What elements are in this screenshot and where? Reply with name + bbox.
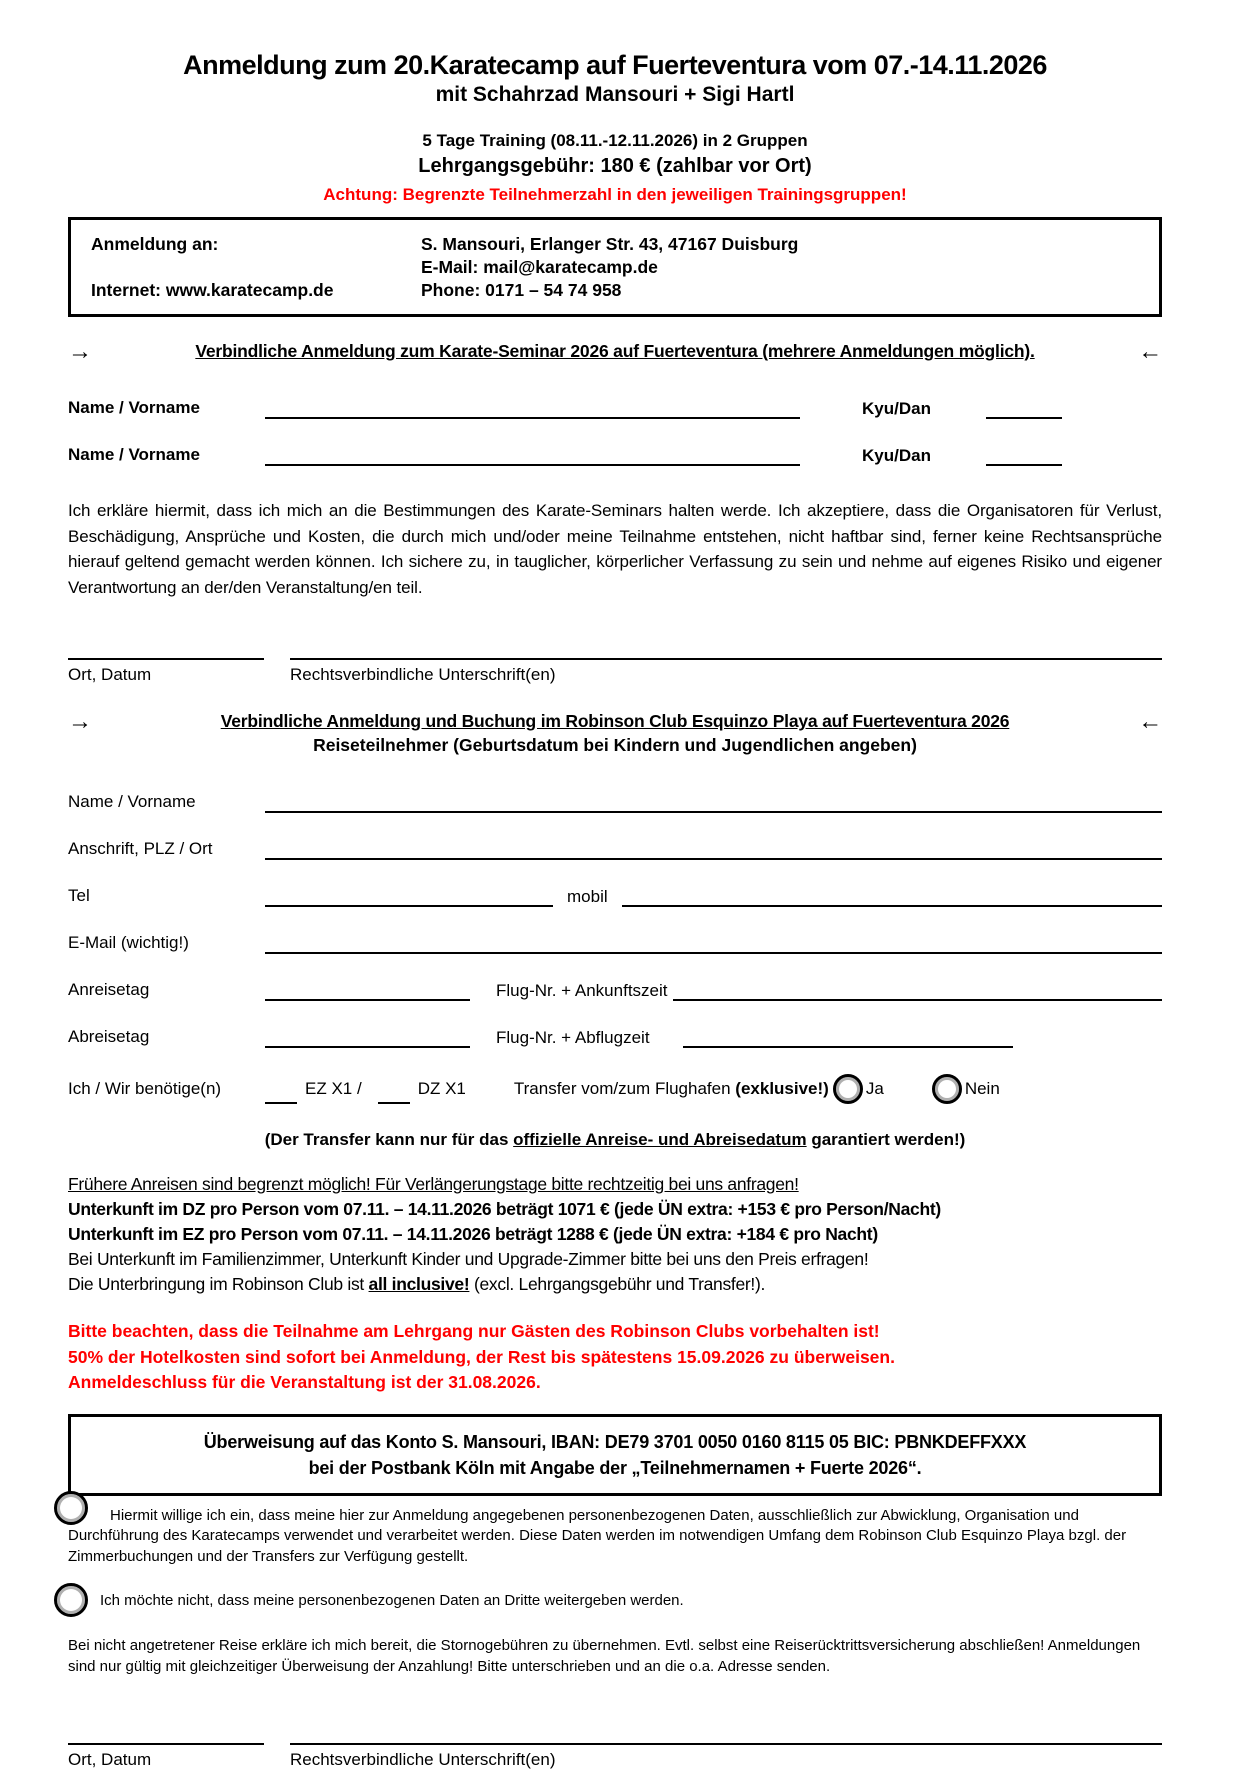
dz-count-line[interactable] [378, 1086, 410, 1104]
kyu-dan-input-line[interactable] [986, 448, 1062, 466]
field-row-name [68, 792, 1162, 813]
field-row-anreisetag [68, 980, 1162, 1001]
anschrift-input-line[interactable] [265, 842, 1162, 860]
tel-label: Tel [68, 886, 90, 905]
contact-email: E-Mail: mail@karatecamp.de [421, 257, 658, 277]
abreisetag-label: Abreisetag [68, 1027, 150, 1046]
info-family-room: Bei Unterkunft im Familienzimmer, Unterkunft Kinder und Upgrade-Zimmer bitte bei uns den Preis erfragen! [68, 1249, 869, 1269]
tel-input-line[interactable] [265, 889, 553, 907]
participant-row-1 [68, 398, 1162, 419]
name-input-line[interactable] [265, 448, 800, 466]
arrow-left-icon: ← [1138, 707, 1162, 735]
name-input-line[interactable] [265, 795, 1162, 813]
unterschrift-field[interactable] [290, 658, 1162, 685]
ja-label: Ja [865, 1079, 884, 1098]
iban-line: Überweisung auf das Konto S. Mansouri, IBAN: DE79 3701 0050 0160 8115 05 BIC: PBNKDEFFXXX [203, 1431, 1027, 1452]
warning-guests-only: Bitte beachten, dass die Teilnahme am Lehrgang nur Gästen des Robinson Clubs vorbehalten ist! [68, 1321, 880, 1341]
info-all-inclusive: Die Unterbringung im Robinson Club ist all inclusive! (excl. Lehrgangsgebühr und Transfer!). [68, 1274, 766, 1294]
name-label: Name / Vorname [68, 398, 200, 417]
info-early-arrival: Frühere Anreisen sind begrenzt möglich! Für Verlängerungstage bitte rechtzeitig bei uns anfragen! [68, 1174, 799, 1194]
consent-optin-text: Hiermit willige ich ein, dass meine hier zur Anmeldung angegebenen personenbezogenen Daten, ausschließlich zur Abwicklung, Organisation und Durchführung des Karatecamps verwendet und verarbeitet werden. Diese Daten werden im notwendigen Umfang dem Robinson Club Esquinzo Playa bzgl. der Zimmerbuchungen und der Transfers zur Verfügung gestellt. [68, 1506, 1127, 1565]
dz-label: DZ X1 [417, 1079, 466, 1098]
fee-info: Lehrgangsgebühr: 180 € (zahlbar vor Ort) [418, 155, 812, 177]
anschrift-label: Anschrift, PLZ / Ort [68, 839, 213, 858]
name-input-line[interactable] [265, 401, 800, 419]
internet-label: Internet: www.karatecamp.de [91, 280, 334, 300]
arrow-left-icon: ← [1138, 337, 1162, 365]
mobil-label: mobil [567, 887, 608, 906]
participant-row-2 [68, 445, 1162, 466]
flug-abflug-label: Flug-Nr. + Abflugzeit [496, 1028, 650, 1047]
radio-consent-optin[interactable] [54, 1491, 88, 1525]
kyu-dan-input-line[interactable] [986, 401, 1062, 419]
warning-deposit: 50% der Hotelkosten sind sofort bei Anmeldung, der Rest bis spätestens 15.09.2026 zu überweisen. [68, 1346, 895, 1367]
signature-block-2 [68, 1743, 1162, 1770]
transfer-label: Transfer vom/zum Flughafen (exklusive!) [513, 1079, 829, 1098]
flug-abflug-input-line[interactable] [683, 1030, 1013, 1048]
all-inclusive-label: all inclusive! [368, 1274, 470, 1294]
attention-note: Achtung: Begrenzte Teilnehmerzahl in den jeweiligen Trainingsgruppen! [323, 185, 907, 204]
mobil-input-line[interactable] [622, 889, 1162, 907]
warning-deadline: Anmeldeschluss für die Veranstaltung ist der 31.08.2026. [68, 1372, 541, 1392]
consent-optout-row [68, 1583, 1162, 1617]
radio-transfer-nein[interactable] [932, 1074, 962, 1104]
signature-block-1 [68, 658, 1162, 685]
radio-consent-optout[interactable] [54, 1583, 88, 1617]
anreisetag-label: Anreisetag [68, 980, 150, 999]
arrow-right-icon: → [68, 707, 92, 735]
bank-transfer-box [68, 1414, 1162, 1496]
benoetige-label: Ich / Wir benötige(n) [68, 1079, 222, 1098]
info-ez-price: Unterkunft im EZ pro Person vom 07.11. – 14.11.2026 beträgt 1288 € (jede ÜN extra: +184 € pro Nacht) [68, 1224, 878, 1244]
transfer-note-underlined: offizielle Anreise- und Abreisedatum [513, 1130, 807, 1149]
field-row-abreisetag [68, 1027, 1162, 1048]
email-input-line[interactable] [265, 936, 1162, 954]
unterschrift-label: Rechtsverbindliche Unterschrift(en) [290, 665, 556, 684]
field-row-tel [68, 886, 1162, 907]
email-label: E-Mail (wichtig!) [68, 933, 189, 952]
info-dz-price: Unterkunft im DZ pro Person vom 07.11. – 14.11.2026 beträgt 1071 € (jede ÜN extra: +153 € pro Person/Nacht) [68, 1199, 941, 1219]
ort-datum-field[interactable] [68, 1743, 264, 1770]
arrow-right-icon: → [68, 337, 92, 365]
heading-seminar-registration [68, 337, 1162, 365]
anmeldung-an-label: Anmeldung an: [91, 234, 219, 254]
kyu-dan-label: Kyu/Dan [862, 399, 931, 418]
contact-address: S. Mansouri, Erlanger Str. 43, 47167 Duisburg [421, 234, 799, 254]
flug-ankunft-label: Flug-Nr. + Ankunftszeit [496, 981, 668, 1000]
storno-note: Bei nicht angetretener Reise erkläre ich mich bereit, die Stornogebühren zu übernehmen. Evtl. selbst eine Reiserücktrittsversicherung abschließen! Anmeldungen sind nur gültig mit gleichzeitiger Überweisung der Anzahlung! Bitte unterschrieben und an die o.a. Adresse senden. [68, 1637, 1141, 1675]
ort-datum-label: Ort, Datum [68, 1750, 152, 1769]
transfer-note: (Der Transfer kann nur für das offizielle Anreise- und Abreisedatum garantiert werden!) [264, 1130, 966, 1149]
heading-club-booking [68, 707, 1162, 735]
field-row-anschrift [68, 839, 1162, 860]
reiseteilnehmer-subheading: Reiseteilnehmer (Geburtsdatum bei Kindern und Jugendlichen angeben) [313, 735, 917, 755]
field-row-zimmer-transfer [68, 1074, 1162, 1104]
nein-label: Nein [964, 1079, 1000, 1098]
ez-count-line[interactable] [265, 1086, 297, 1104]
contact-phone: Phone: 0171 – 54 74 958 [421, 280, 622, 300]
page-title: Anmeldung zum 20.Karatecamp auf Fuerteventura vom 07.-14.11.2026 [183, 50, 1047, 80]
consent-optin-row [68, 1506, 1162, 1568]
name-label: Name / Vorname [68, 792, 196, 811]
unterschrift-field[interactable] [290, 1743, 1162, 1770]
ez-label: EZ X1 / [305, 1079, 362, 1098]
ort-datum-field[interactable] [68, 658, 264, 685]
declaration-text: Ich erkläre hiermit, dass ich mich an die Bestimmungen des Karate-Seminars halten werde. Ich akzeptiere, dass die Organisatoren für Verlust, Beschädigung, Ansprüche und Kosten, die durch mich und/oder meine Teilnahme entstehen, nicht haftbar sind, ferner keine Rechtsansprüche hierauf geltend gemacht werden können. Ich sichere zu, in tauglicher, körperlicher Verfassung zu sein und nehme auf eigenes Risiko und eigener Verantwortung an der/den Veranstaltung/en teil. [68, 501, 1162, 597]
radio-transfer-ja[interactable] [833, 1074, 863, 1104]
ort-datum-label: Ort, Datum [68, 665, 152, 684]
accommodation-info [68, 1172, 1162, 1297]
flug-ankunft-input-line[interactable] [673, 983, 1163, 1001]
consent-optout-text: Ich möchte nicht, dass meine personenbezogenen Daten an Dritte weitergeben werden. [100, 1591, 684, 1609]
field-row-email [68, 933, 1162, 954]
payment-warning [68, 1319, 1162, 1396]
training-info: 5 Tage Training (08.11.-12.11.2026) in 2 Gruppen [422, 131, 808, 150]
name-label: Name / Vorname [68, 445, 200, 464]
kyu-dan-label: Kyu/Dan [862, 446, 931, 465]
page-subtitle: mit Schahrzad Mansouri + Sigi Hartl [435, 83, 795, 106]
club-heading-text: Verbindliche Anmeldung und Buchung im Robinson Club Esquinzo Playa auf Fuerteventura 2026 [220, 711, 1010, 731]
seminar-heading-text: Verbindliche Anmeldung zum Karate-Seminar 2026 auf Fuerteventura (mehrere Anmeldungen möglich). [195, 341, 1035, 361]
anreisetag-input-line[interactable] [265, 983, 470, 1001]
unterschrift-label: Rechtsverbindliche Unterschrift(en) [290, 1750, 556, 1769]
bank-line: bei der Postbank Köln mit Angabe der „Teilnehmernamen + Fuerte 2026“. [308, 1457, 922, 1478]
contact-box [68, 217, 1162, 317]
abreisetag-input-line[interactable] [265, 1030, 470, 1048]
exklusive-label: (exklusive!) [735, 1079, 829, 1098]
